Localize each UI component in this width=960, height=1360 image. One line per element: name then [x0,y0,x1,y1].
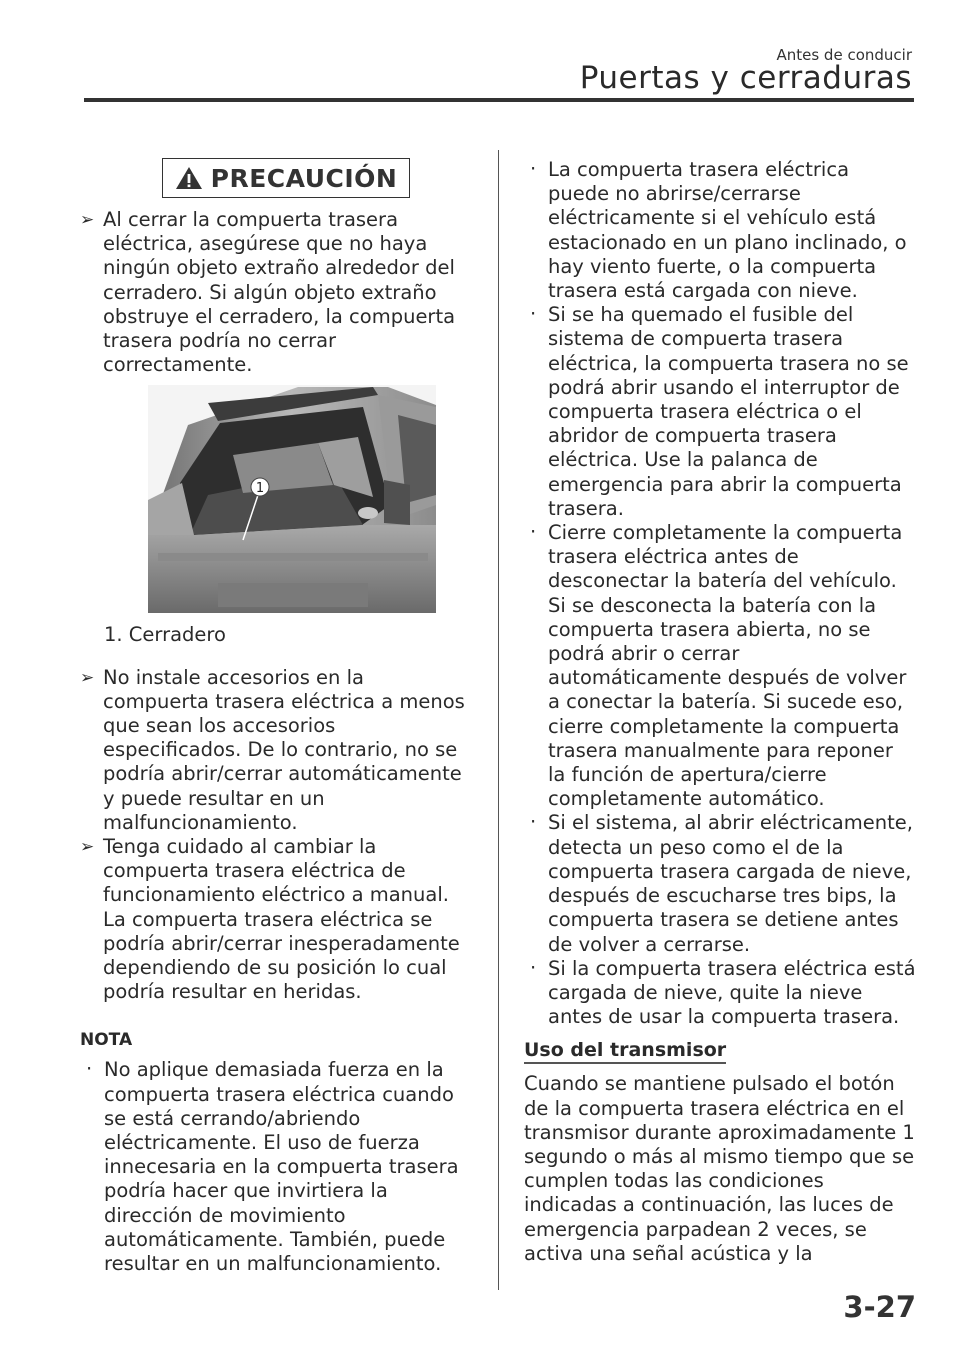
note-list [80,1058,472,1276]
dot-bullet-icon: · [530,157,537,180]
dot-bullet-icon: · [530,302,537,326]
caution-banner [162,158,410,198]
section-heading: Uso del transmisor [524,1039,726,1064]
arrow-bullet-icon: ➢ [80,837,95,858]
arrow-bullet-icon: ➢ [80,667,95,688]
page-number: 3-27 [843,1290,916,1324]
left-column [80,158,472,1276]
note-item: · Si se ha quemado el fusible del sistema de compuerta trasera eléctrica, la compuerta trasera no se podrá abrir usando el interruptor de compuerta trasera eléctrica o el abridor de compuerta trasera eléctrica. Use la palanca de emergencia para abrir la compuerta trasera. [530,302,909,520]
figure-callout: 1 [255,481,265,497]
column-divider [498,150,499,1290]
car-trunk-image [148,385,436,613]
note-item: · No aplique demasiada fuerza en la compuerta trasera eléctrica cuando se está cerrando/abriendo eléctricamente. El uso de fuerza innecesaria en la compuerta trasera podría hacer que invirtiera la dirección de movimiento automáticamente. También, puede resultar en un malfuncionamiento. [86,1057,459,1276]
note-item: · Si la compuerta trasera eléctrica está cargada de nieve, quite la nieve antes de usar la compuerta trasera. [530,955,916,1029]
note-item: · Si el sistema, al abrir eléctricamente, detecta un peso como el de la compuerta trasera cargada de nieve, después de escucharse tres bips, la compuerta trasera se detiene antes de volver a cerrarse. [530,810,913,956]
body-paragraph: Cuando se mantiene pulsado el botón de la compuerta trasera eléctrica en el transmisor durante aproximadamente 1 segundo o más al mismo tiempo que se cumplen todas las condiciones indicadas a continuación, las luces de emergencia parpadean 2 veces, se activa una señal acústica y la [524,1072,915,1265]
warning-icon [175,166,203,190]
figure-caption: 1. Cerradero [104,623,226,647]
note-heading: NOTA [80,1030,133,1051]
note-item: · Cierre completamente la compuerta trasera eléctrica antes de desconectar la batería del vehículo. Si se desconecta la batería con la compuerta trasera abierta, no se podrá abrir o cerrar automáticamente después de volver a conectar la batería. Si sucede eso, cierre completamente la compuerta trasera manualmente para reponer la función de apertura/cierre completamente automático. [530,520,907,811]
caution-item: ➢ Al cerrar la compuerta trasera eléctrica, asegúrese que no haya ningún objeto extraño alrededor del cerradero. Si algún objeto extraño obstruye el cerradero, la compuerta trasera podría no cerrar correctamente. [80,208,456,377]
caution-item: ➢ Tenga cuidado al cambiar la compuerta trasera eléctrica de funcionamiento eléctrico a manual. La compuerta trasera eléctrica se podría abrir/cerrar inesperadamente dependiendo de su posición lo cual podría resultar en heridas. [80,835,460,1004]
section-label: Antes de conducir [776,46,912,64]
right-column [524,158,916,1266]
dot-bullet-icon: · [530,520,537,544]
caution-item: ➢ No instale accesorios en la compuerta trasera eléctrica a menos que sean los accesorios especificados. De lo contrario, no se podría abrir/cerrar automáticamente y puede resultar en un malfuncionamiento. [80,665,465,834]
dot-bullet-icon: · [86,1057,93,1081]
note-item: · La compuerta trasera eléctrica puede no abrirse/cerrarse eléctricamente si el vehículo está estacionado en un plano inclinado, o hay viento fuerte, o la compuerta trasera está cargada con nieve. [530,157,907,303]
dot-bullet-icon: · [530,955,537,979]
dot-bullet-icon: · [530,810,537,834]
header-divider [84,98,914,102]
trunk-illustration [148,385,436,613]
page-title: Puertas y cerraduras [579,60,912,96]
caution-title: PRECAUCIÓN [210,163,398,193]
arrow-bullet-icon: ➢ [80,210,95,230]
